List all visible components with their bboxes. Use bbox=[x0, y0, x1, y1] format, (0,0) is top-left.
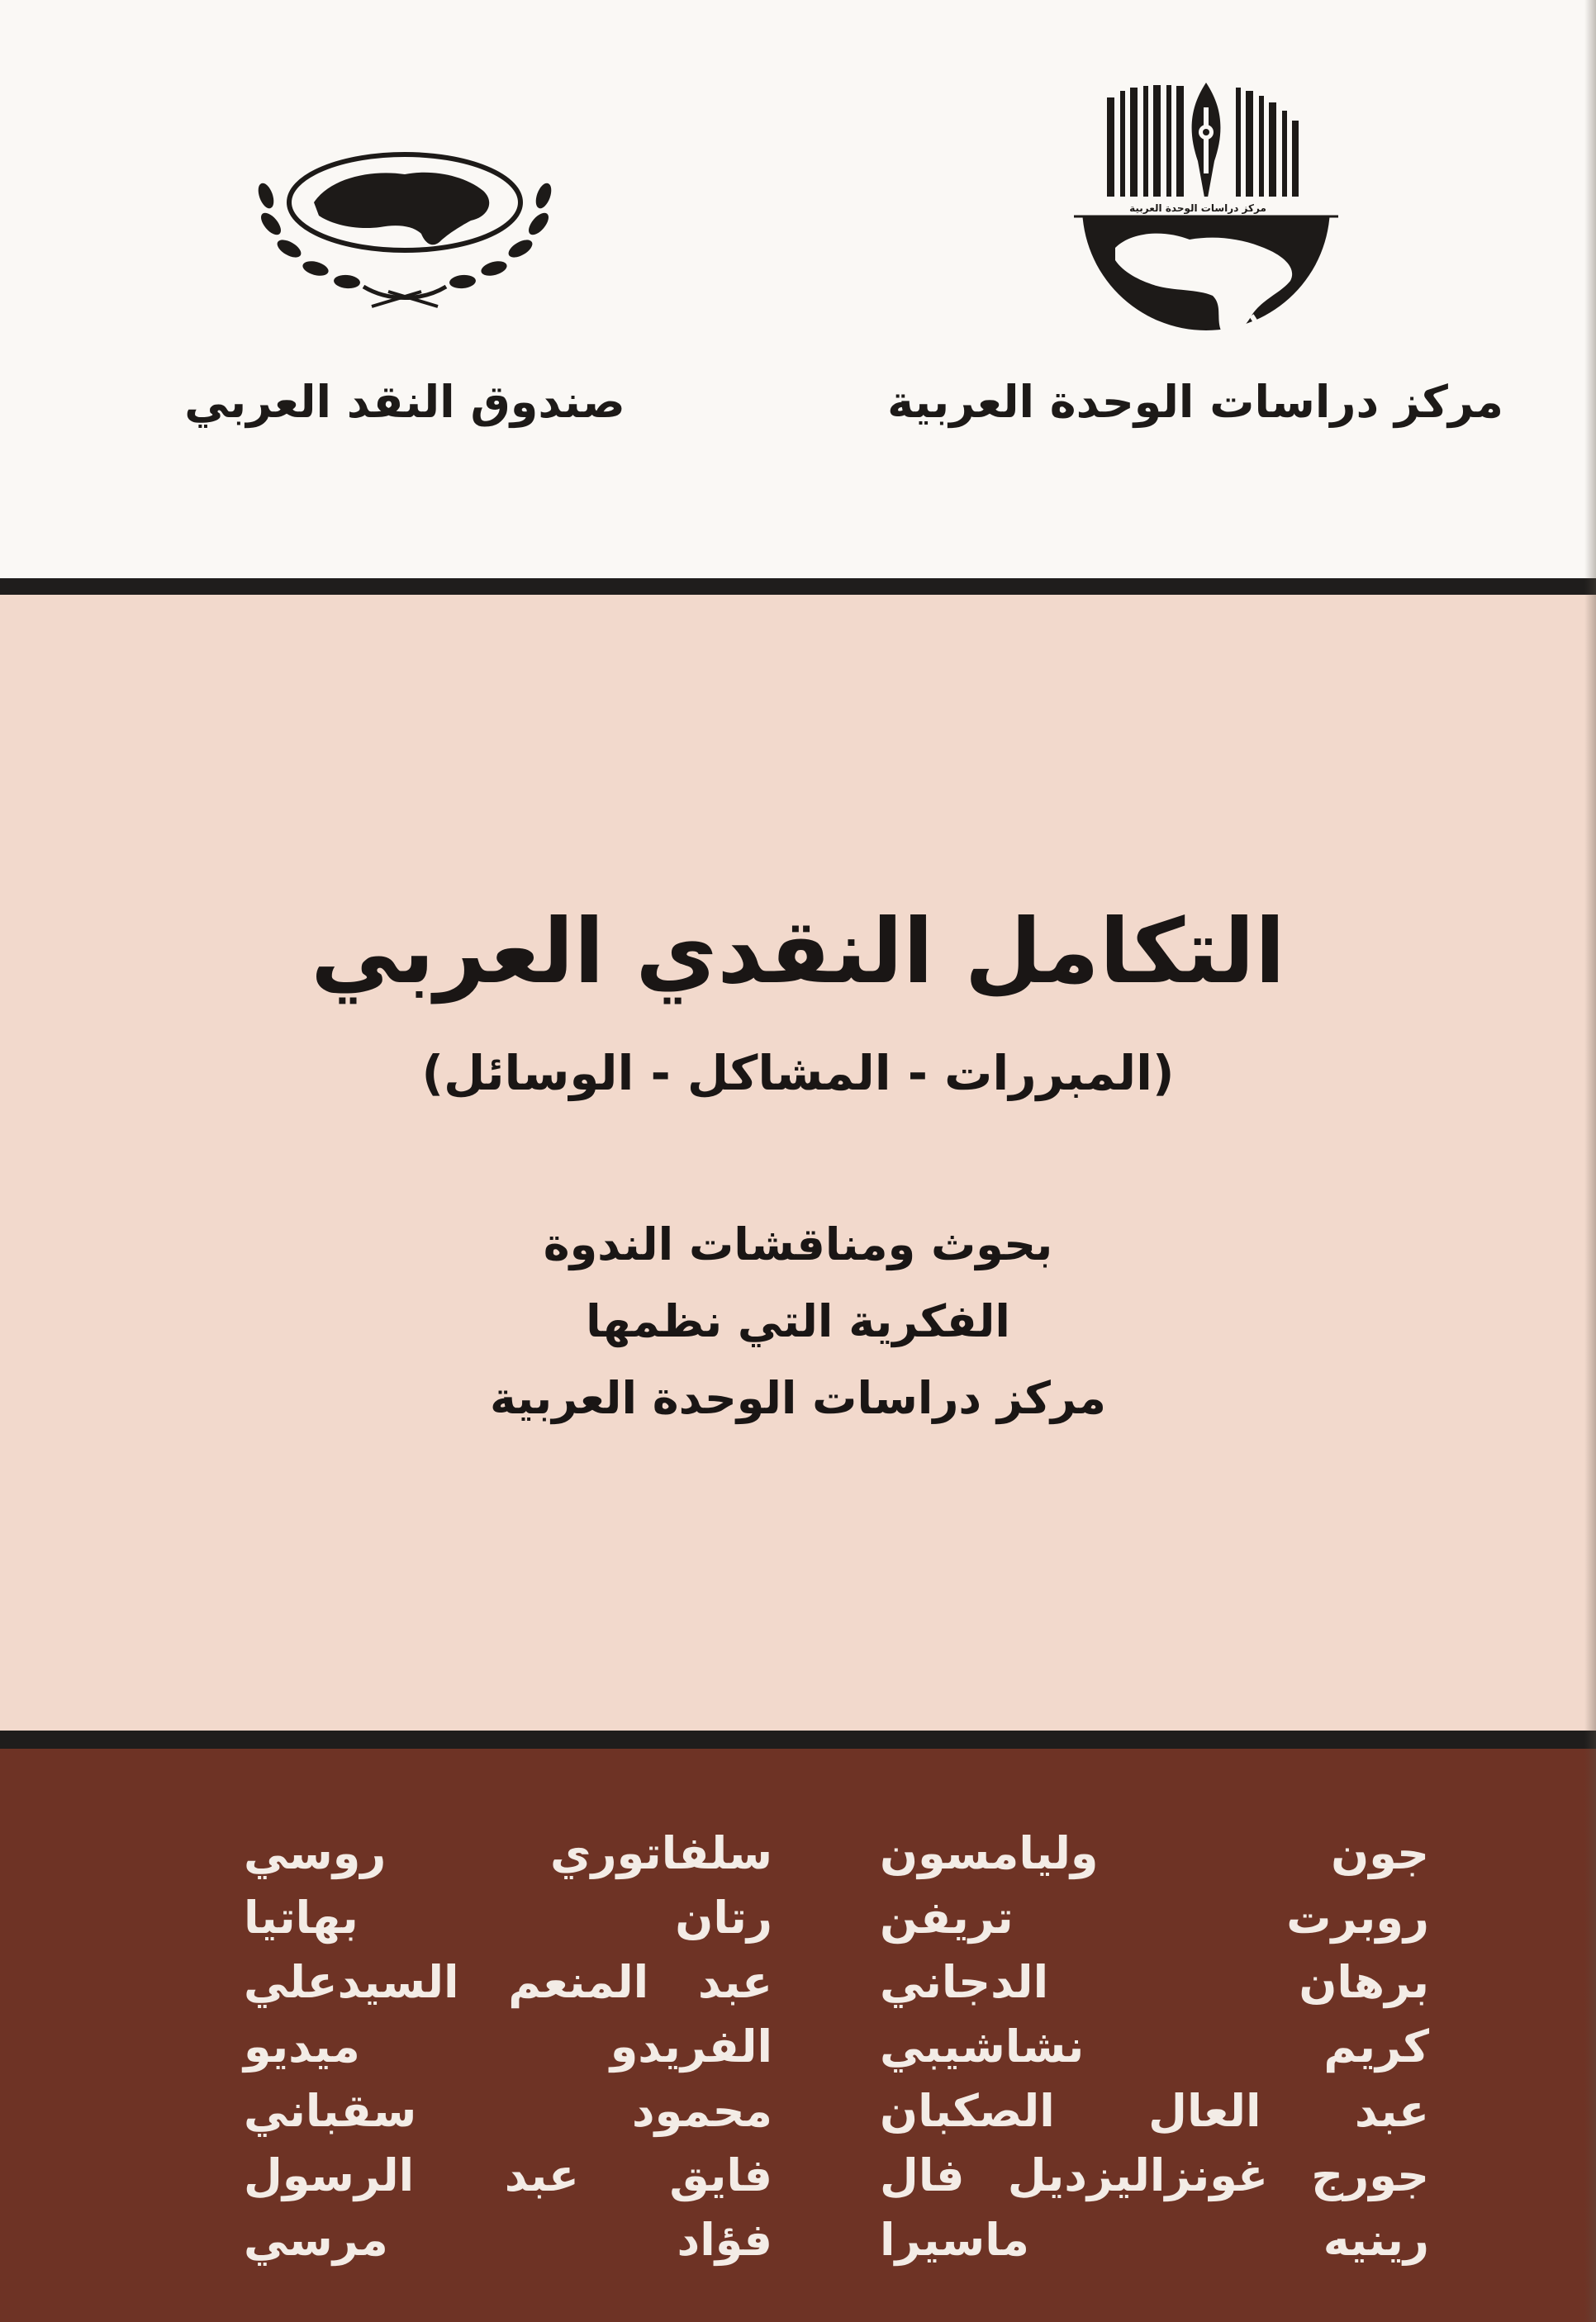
author-name: عبد المنعم السيدعلي bbox=[244, 1956, 772, 2008]
authors-left-column bbox=[244, 1821, 772, 2272]
book-title: التكامل النقدي العربي bbox=[311, 900, 1285, 1004]
cauc-logo-svg bbox=[1074, 83, 1338, 355]
amf-logo-svg bbox=[248, 145, 562, 310]
author-name: رتان بهاتيا bbox=[244, 1892, 772, 1944]
author-name: الفريدو ميديو bbox=[244, 2020, 772, 2073]
author-name: كريم نشاشيبي bbox=[880, 2020, 1429, 2073]
description-line: مركز دراسات الوحدة العربية bbox=[490, 1372, 1106, 1424]
description-line: الفكرية التي نظمها bbox=[586, 1295, 1010, 1347]
author-name: فؤاد مرسي bbox=[244, 2214, 772, 2266]
authors-right-column bbox=[880, 1821, 1429, 2272]
publisher-name-amf: صندوق النقد العربي bbox=[184, 376, 625, 428]
book-subtitle: (المبررات - المشاكل - الوسائل) bbox=[421, 1045, 1175, 1101]
author-name: محمود سقباني bbox=[244, 2085, 772, 2137]
middle-pink-band bbox=[0, 595, 1596, 1731]
author-name: جورج غونزاليزديل فال bbox=[880, 2149, 1429, 2201]
top-white-band bbox=[0, 0, 1596, 578]
top-divider-rule bbox=[0, 578, 1596, 595]
author-name: سلفاتوري روسي bbox=[244, 1827, 772, 1879]
author-name: روبرت تريفن bbox=[880, 1892, 1429, 1944]
description-line: بحوث ومناقشات الندوة bbox=[543, 1218, 1053, 1270]
author-name: رينيه ماسيرا bbox=[880, 2214, 1429, 2266]
author-name: جون وليامسون bbox=[880, 1827, 1429, 1879]
bottom-divider-rule bbox=[0, 1731, 1596, 1749]
publisher-name-cauc: مركز دراسات الوحدة العربية bbox=[887, 376, 1503, 428]
logo-caption: مركز دراسات الوحدة العربية bbox=[1129, 202, 1266, 214]
author-name: برهان الدجاني bbox=[880, 1956, 1429, 2008]
cover-edge-shadow bbox=[1584, 0, 1596, 2322]
arab-world-map-wreath-icon bbox=[248, 145, 562, 310]
pen-nib-over-arab-map-icon bbox=[1074, 83, 1338, 355]
author-name: عبد العال الصكبان bbox=[880, 2085, 1429, 2137]
author-name: فايق عبد الرسول bbox=[244, 2149, 772, 2201]
